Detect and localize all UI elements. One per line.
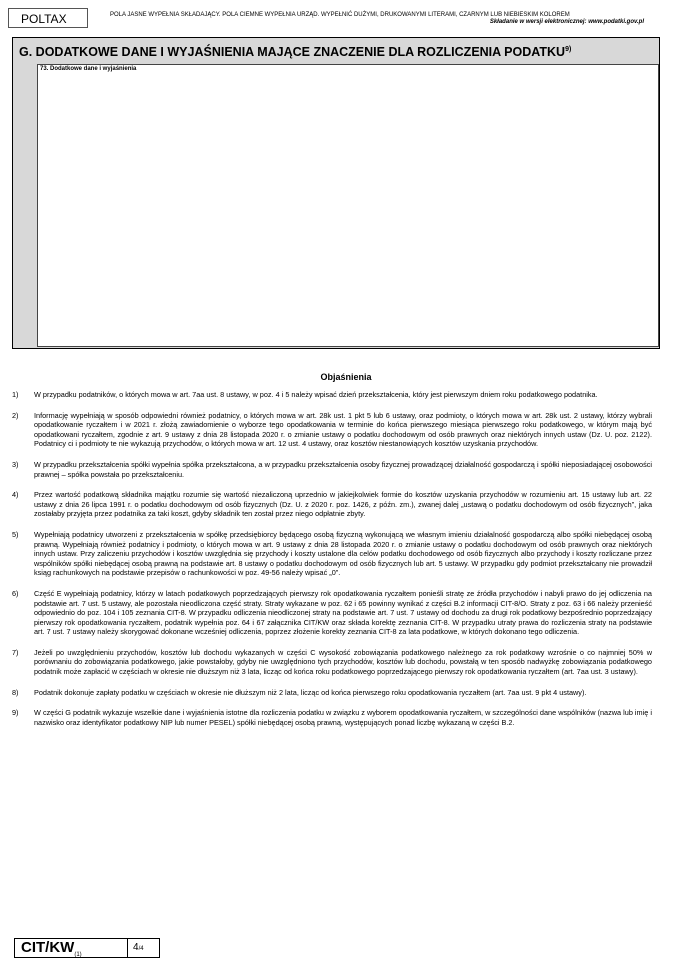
form-version: (1) bbox=[74, 952, 82, 958]
additional-info-field[interactable] bbox=[37, 64, 659, 347]
note-text: Część E wypełniają podatnicy, którzy w latach podatkowych poprzedzających pierwszy rok opodatkowania ryczałtem ponieśli stratę ze źródła przychodów i nabyli prawo do jej odliczenia na podstawie art. 7 ust. 5 ustawy, ale pozostała nieodliczona część straty. Straty wykazane w poz. 62 i 65 powinny wynikać z części B.2 informacji CIT-8/O. Straty z poz. 63 i 66 należy przenieść odpowiednio do poz. 104 i 105 zeznania CIT-8. W przypadku odliczenia nieodliczonej straty na podstawie art. 7 ust. 7 ustawy od dochodu za drugi rok podatkowy bezpośrednio poprzedzający pierwszy rok opodatkowania ryczałtem, podatnik wypełnia poz. 64 i 67 załącznika CIT/KW oraz składa korektę zeznania CIT-8. W przypadku utraty prawa do rozliczenia straty na podstawie art. 7 ust. 7 ustawy należy skorygować dokonane wcześniej odliczenia, poprzez złożenie korekty zeznania CIT-8 za lata podatkowe, w których dokonano tego odliczenia. bbox=[34, 588, 652, 637]
note-number: 8) bbox=[12, 687, 19, 697]
note-text: Informację wypełniają w sposób odpowiedni również podatnicy, o których mowa w art. 28k ust. 1 pkt 5 lub 6 ustawy, oraz podmioty, o których mowa w art. 28k ust. 2 ustawy, którzy wybrali opodatkowanie ryczałtem i w 2021 r. złożą zawiadomienie o wyborze tego opodatkowania w terminie do końca pierwszego miesiąca pierwszego roku podatkowego, w którym mają być opodatkowani ryczałtem, zgodnie z art. 9 ustawy z dnia 28 listopada 2020 r. o zmianie ustawy o podatku dochodowym od osób prawnych oraz niektórych innych ustaw (Dz. U. poz. 2122). Podatnicy ci i podmioty te nie wykazują przychodów, o których mowa w art. 12 ust. 4 ustawy, oraz kosztów niestanowiących kosztów uzyskania przychodów. bbox=[34, 410, 652, 449]
section-g-title bbox=[13, 38, 659, 64]
note-text: W części G podatnik wykazuje wszelkie dane i wyjaśnienia istotne dla rozliczenia podatku w związku z wyborem opodatkowania ryczałtem, w szczególności dane wspólników (nazwa lub imię i nazwisko oraz identyfikator podatkowy NIP lub numer PESEL) spółki niebędącej osobą prawną, występujących ponad liczbę wykazaną w części B.2. bbox=[34, 708, 652, 727]
note-text: Przez wartość podatkową składnika majątku rozumie się wartość niezaliczoną uprzednio w jakiejkolwiek formie do kosztów uzyskania przychodów w rozumieniu art. 15 ustawy lub art. 22 ustawy z dnia 26 lipca 1991 r. o podatku dochodowym od osób fizycznych (Dz. U. z 2020 r. poz. 1426, z późn. zm.), zwanej dalej „ustawą o podatku dochodowym od osób fizycznych”, jaka zostałaby przyjęta przez podatnika za taki koszt, gdyby składnik ten został przez niego odpłatnie zbyty. bbox=[34, 490, 652, 519]
note-number: 7) bbox=[12, 647, 19, 657]
fill-instruction: POLA JASNE WYPEŁNIA SKŁADAJĄCY. POLA CIEMNE WYPEŁNIA URZĄD. WYPEŁNIĆ DUŻYMI, DRUKOWANYMI LITERAMI, CZARNYM LUB NIEBIESKIM KOLOREM bbox=[110, 12, 570, 18]
note-number: 4) bbox=[12, 490, 19, 500]
note-item bbox=[12, 530, 652, 578]
note-item bbox=[12, 589, 652, 637]
note-text: W przypadku przekształcenia spółki wypełnia spółka przekształcona, a w przypadku przekształcenia osoby fizycznej prowadzącej działalność gospodarczą i spółki nieposiadającej osobowości prawnej – spółka powstała po przekształceniu. bbox=[34, 459, 652, 479]
note-item bbox=[12, 390, 652, 400]
form-brand: POLTAX bbox=[21, 12, 67, 26]
section-g bbox=[12, 37, 660, 349]
form-footer bbox=[14, 938, 160, 958]
notes-list bbox=[12, 390, 652, 738]
note-number: 9) bbox=[12, 708, 19, 718]
notes-title: Objaśnienia bbox=[320, 372, 372, 382]
note-item bbox=[12, 688, 652, 698]
page-total: /4 bbox=[138, 946, 144, 952]
note-item bbox=[12, 648, 652, 677]
note-item bbox=[12, 460, 652, 479]
footer-divider bbox=[127, 939, 128, 957]
note-number: 2) bbox=[12, 410, 19, 420]
note-number: 5) bbox=[12, 529, 19, 539]
note-number: 1) bbox=[12, 390, 19, 399]
section-g-footnote: 9) bbox=[565, 46, 572, 53]
page-number bbox=[133, 940, 144, 957]
note-number: 3) bbox=[12, 459, 19, 469]
form-code-text: CIT/KW bbox=[21, 939, 75, 956]
note-text: Podatnik dokonuje zapłaty podatku w częściach w okresie nie dłuższym niż 2 lata, licząc od końca pierwszego roku opodatkowania ryczałtem (art. 7aa ust. 9 pkt 4 ustawy). bbox=[34, 687, 587, 697]
note-item bbox=[12, 708, 652, 727]
note-text: Wypełniają podatnicy utworzeni z przekształcenia w spółkę przedsiębiorcy będącego osobą fizyczną wykonującą we własnym imieniu działalność gospodarczą albo spółki niebędącej osobą prawną. Wypełniają również podatnicy i podmioty, o których mowa w art. 9 ustawy z dnia 28 listopada 2020 r. o zmianie ustawy o podatku dochodowym od osób prawnych oraz niektórych innych ustaw. Przy zaliczeniu przychodów i kosztów uwzględnia się przychody i koszty ustalone dla celów podatku dochodowego od osób fizycznych albo przychody i koszty rozliczane przez wspólników spółki niebędącej osobą prawną na podstawie art. 8 ustawy o podatku dochodowym od osób fizycznych lub art. 5 ustawy. W przypadku gdy podmiot przekształcany nie prowadził ksiąg rachunkowych na podstawie przepisów o rachunkowości w poz. 49-56 należy wpisać „0”. bbox=[34, 529, 652, 578]
note-number: 6) bbox=[12, 588, 19, 598]
page-current: 4 bbox=[133, 942, 139, 953]
submission-note: Składanie w wersji elektronicznej: www.podatki.gov.pl bbox=[489, 19, 644, 25]
form-brand-box bbox=[8, 8, 88, 28]
form-code bbox=[21, 939, 82, 964]
note-text: Jeżeli po uwzględnieniu przychodów, kosztów lub dochodu wykazanych w części C wysokość zobowiązania podatkowego należnego za rok podatkowy wzrośnie o co najmniej 50% w porównaniu do zobowiązania podatkowego, jakie powstałoby, gdyby nie uwzględniono tych przychodów, kosztów lub dochodu, powstałą w ten sposób nadwyżkę zobowiązania podatkowego podatnik może zapłacić w częściach w okresie nie dłuższym niż 3 lata, licząc od końca roku podatkowego poprzedzającego pierwszy rok opodatkowania ryczałtem (art. 7aa ust. 3 ustawy). bbox=[34, 647, 652, 677]
note-item bbox=[12, 490, 652, 519]
note-item bbox=[12, 411, 652, 449]
section-g-title-text: G. DODATKOWE DANE I WYJAŚNIENIA MAJĄCE ZNACZENIE DLA ROZLICZENIA PODATKU bbox=[19, 45, 566, 60]
additional-info-label: 73. Dodatkowe dane i wyjaśnienia bbox=[40, 66, 137, 72]
note-text: W przypadku podatników, o których mowa w art. 7aa ust. 8 ustawy, w poz. 4 i 5 należy wpisać dzień przekształcenia, który jest pierwszym dniem roku podatkowego podatnika. bbox=[34, 390, 598, 399]
